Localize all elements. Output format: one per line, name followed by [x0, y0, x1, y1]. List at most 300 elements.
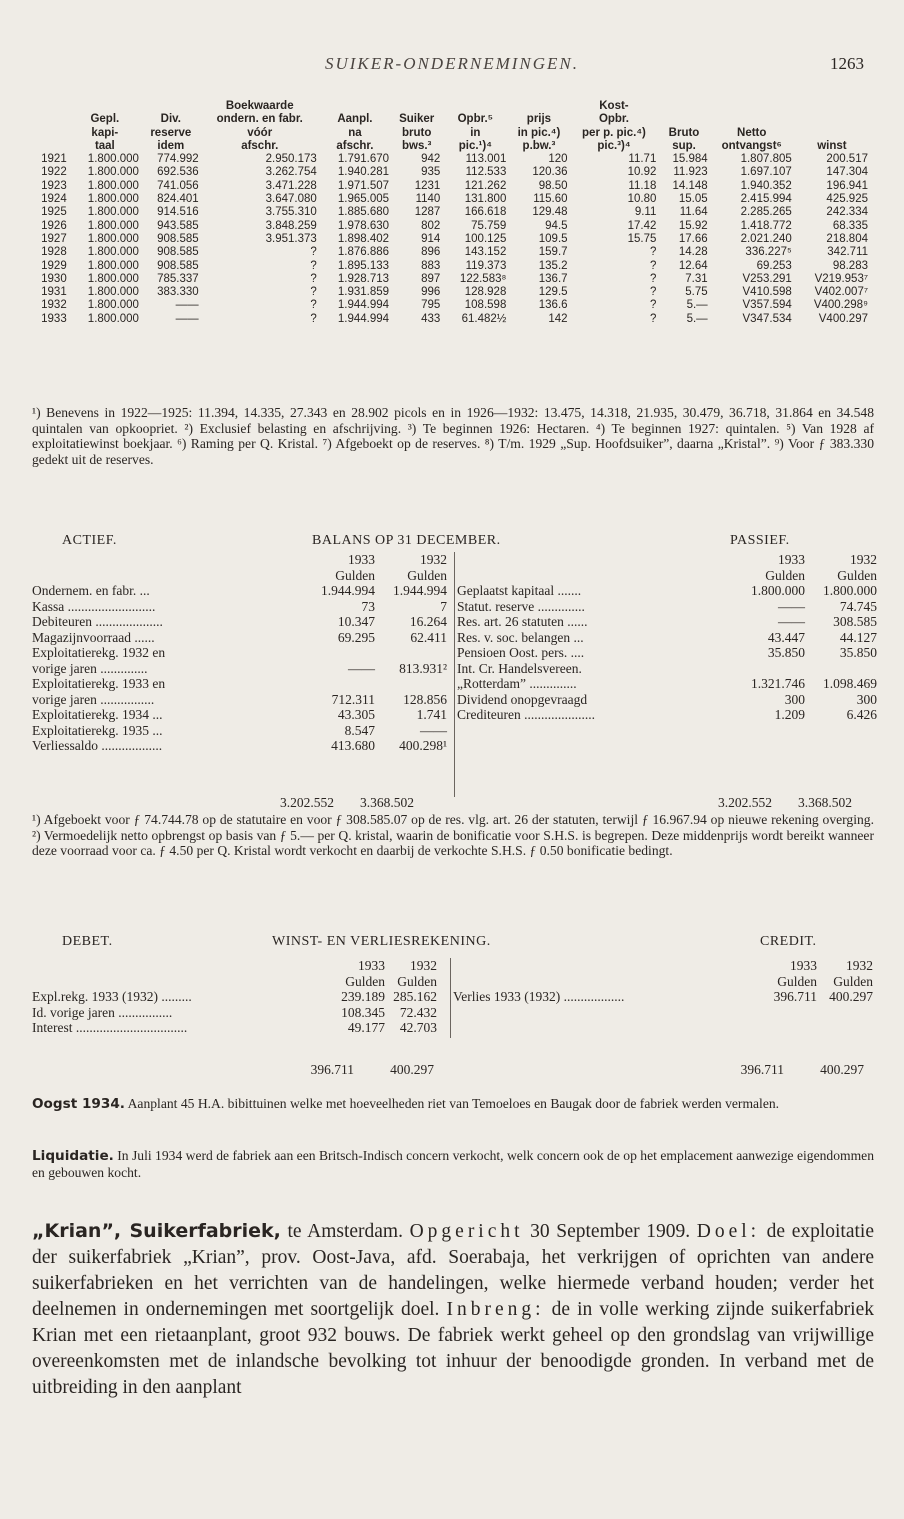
unit-header	[32, 568, 447, 584]
value-1933: 396.711	[773, 989, 817, 1004]
table-cell: 1231	[414, 179, 441, 192]
year-cell: 1932	[41, 299, 67, 312]
column-header: taal	[94, 139, 115, 152]
column-header	[710, 113, 794, 126]
table-cell: 120.36	[532, 166, 568, 179]
table-cell: ?	[310, 246, 317, 259]
column-header: in pic.⁴)	[517, 126, 561, 139]
table-cell: 115.60	[533, 193, 568, 206]
table-cell: ?	[310, 286, 317, 299]
column-header: winst	[817, 139, 847, 152]
doel-label: Doel:	[696, 1221, 761, 1242]
table-cell: 383.330	[157, 286, 199, 299]
table-row	[30, 166, 870, 179]
ledger-label: Magazijnvoorraad ......	[32, 629, 155, 645]
table-cell: 3.848.259	[265, 219, 317, 232]
ledger-row	[32, 599, 447, 615]
column-header: Aanpl.	[337, 113, 373, 126]
table-cell: 119.373	[465, 259, 507, 272]
table-cell: 68.335	[832, 219, 868, 232]
table-cell: 1.876.886	[337, 246, 390, 259]
table-cell: 2.950.173	[265, 153, 317, 166]
total-1932: 3.368.502	[798, 795, 852, 810]
total-1932: 3.368.502	[360, 795, 414, 810]
value-1932: 35.850	[839, 645, 877, 660]
year-cell: 1922	[41, 166, 67, 179]
value-1932: 308.585	[833, 614, 877, 629]
table-cell: 1.800.000	[87, 286, 139, 299]
unit-label: Gulden	[833, 973, 873, 989]
year-1932: 1932	[846, 958, 873, 973]
table-cell: V400.297	[818, 312, 868, 325]
year-cell: 1929	[41, 259, 67, 272]
actief-column	[32, 552, 447, 754]
table-cell: 135.2	[538, 259, 568, 272]
ledger-label: Exploitatierekg. 1932 en	[32, 645, 166, 660]
ledger-row	[457, 661, 877, 677]
column-header: Opbr.⁵	[457, 113, 494, 126]
value-1933: 1.944.994	[321, 583, 375, 598]
value-1933: 712.311	[331, 691, 375, 707]
table-cell: ——	[175, 299, 199, 312]
value-1933: 1.209	[774, 707, 805, 722]
column-header: ondern. en fabr.	[216, 113, 303, 126]
column-header	[30, 140, 69, 153]
header-row	[30, 100, 870, 113]
table-cell: 692.536	[157, 166, 199, 179]
credit-totals	[720, 1062, 864, 1078]
year-cell: 1924	[41, 193, 67, 206]
ledger-row	[32, 692, 447, 708]
table-cell: 1.800.000	[87, 166, 139, 179]
year-cell: 1933	[41, 312, 67, 325]
year-cell: 1927	[41, 232, 67, 245]
table-cell: 1.898.402	[337, 232, 390, 245]
ledger-row	[32, 676, 447, 692]
column-header: sup.	[672, 139, 696, 152]
ledger-row	[453, 989, 873, 1005]
table-cell: 113.001	[465, 153, 507, 166]
value-1932: 813.931²	[399, 660, 447, 676]
column-header: in	[470, 126, 481, 139]
table-cell: 2.415.994	[740, 193, 792, 206]
unit-label: Gulden	[407, 567, 447, 583]
value-1933: ——	[348, 660, 375, 676]
value-1932: 1.944.994	[393, 583, 447, 598]
ledger-label: Crediteuren .....................	[457, 707, 595, 722]
table-cell: 61.482½	[461, 312, 507, 325]
column-header	[141, 100, 201, 113]
table-cell: 433	[421, 312, 441, 325]
table-cell: 143.152	[464, 246, 507, 259]
table-cell: 3.471.228	[265, 179, 317, 192]
table-cell: 12.64	[678, 259, 708, 272]
unit-label: Gulden	[397, 973, 437, 989]
table-cell: ?	[649, 259, 657, 272]
column-header	[710, 100, 794, 113]
year-cell: 1923	[41, 179, 67, 192]
column-header: vóór	[247, 126, 273, 139]
table-cell: 98.50	[538, 179, 568, 192]
table-cell: 1.940.352	[740, 179, 792, 192]
table-cell: 242.334	[826, 206, 868, 219]
ledger-label: Ondernem. en fabr. ...	[32, 583, 150, 598]
opgericht-text: 30 September 1909.	[523, 1221, 697, 1242]
table-cell: 10.92	[627, 166, 657, 179]
table-cell: 2.021.240	[740, 232, 792, 245]
column-header: bruto	[401, 126, 432, 139]
total-1933: 3.202.552	[280, 795, 334, 810]
table-header	[30, 100, 870, 153]
table-cell: 109.5	[538, 232, 568, 245]
ledger-row	[32, 1020, 437, 1036]
unit-label: Gulden	[345, 973, 385, 989]
table-cell: ?	[649, 312, 657, 325]
ledger-label: Id. vorige jaren ................	[32, 1004, 173, 1020]
table-row	[30, 313, 870, 326]
table-cell: 10.80	[627, 193, 657, 206]
table-cell: 11.923	[673, 166, 708, 179]
value-1933	[303, 676, 375, 692]
table-cell: 147.304	[826, 166, 868, 179]
ledger-row	[457, 599, 877, 615]
column-header	[508, 100, 569, 113]
table-cell: ——	[175, 312, 199, 325]
table-cell: 100.125	[464, 232, 507, 245]
table-cell: 131.800	[464, 193, 507, 206]
table-cell: 14.28	[678, 246, 708, 259]
ledger-row	[32, 738, 447, 754]
column-header	[69, 100, 141, 113]
table-footnotes: ¹) Benevens in 1922—1925: 11.394, 14.335, 27.343 en 28.902 picols en in 1926—1932: 13.475, 14.318, 21.935, 30.479, 36.718, 31.864 en 34.548 quintalen van opkoopriet. ²) Exclusief belasting en afschrijving. ³) Te beginnen 1926: Hectaren. ⁴) Te beginnen 1927: quintalen. ⁵) Van 1928 af exploitatiewinst boekjaar. ⁶) Raming per Q. Kristal. ⁷) Afgeboekt op de reserves. ⁸) T/m. 1929 „Sup. Hoofdsuiker”, daarna „Kristal”. ⁹) Voor ƒ 383.330 gedekt uit de reserves.	[32, 405, 874, 467]
ledger-row	[457, 614, 877, 630]
inbreng-label: Inbreng:	[446, 1299, 545, 1320]
value-1933: 1.800.000	[751, 583, 805, 598]
table-cell: 94.5	[545, 219, 568, 232]
balans-footnotes: ¹) Afgeboekt voor ƒ 74.744.78 op de statutaire en voor ƒ 308.585.07 op de res. vlg. art. 26 der statuten, terwijl ƒ 16.967.94 op nieuwe rekening overging. ²) Vermoedelijk netto opbrengst op basis van ƒ 5.— per Q. kristal, waarin de bonificatie voor S.H.S. is begrepen. Deze middenprijs wordt bereikt wanneer deze voorraad voor ca. ƒ 4.50 per Q. Kristal wordt verkocht en daarbij de verkochte S.H.S. ƒ 0.50 bonificatie bedingt.	[32, 812, 874, 859]
column-header	[658, 113, 709, 126]
table-cell: V347.534	[742, 312, 792, 325]
value-1933: 10.347	[337, 614, 375, 629]
table-row	[30, 220, 870, 233]
value-1932: 7	[440, 598, 447, 614]
column-header: per p. pic.⁴)	[582, 126, 646, 139]
table-cell: 935	[421, 166, 441, 179]
table-cell: 996	[421, 286, 441, 299]
column-header: reserve	[150, 126, 192, 139]
year-1932: 1932	[420, 552, 447, 567]
table-cell: 1.791.670	[337, 153, 390, 166]
column-header: Boekwaarde	[225, 100, 294, 112]
table-row	[30, 180, 870, 193]
company-name: „Krian”, Suikerfabriek,	[32, 1220, 281, 1242]
ledger-label: „Rotterdam” ..............	[457, 676, 577, 691]
table-cell: 17.42	[627, 219, 657, 232]
table-cell: 166.618	[464, 206, 507, 219]
table-cell: 896	[421, 246, 441, 259]
table-cell: 741.056	[157, 179, 199, 192]
table-cell: 1.800.000	[87, 232, 139, 245]
table-cell: 9.11	[634, 206, 657, 219]
year-1932: 1932	[410, 958, 437, 973]
table-cell: 1.965.005	[337, 193, 390, 206]
table-cell: 75.759	[471, 219, 507, 232]
table-cell: 7.31	[685, 272, 708, 285]
table-cell: 1.697.107	[740, 166, 792, 179]
debet-label: DEBET.	[62, 934, 113, 949]
table-row	[30, 299, 870, 312]
actief-totals	[262, 795, 414, 811]
ledger-label: Verlies 1933 (1932) ..................	[453, 989, 625, 1004]
table-cell: 98.283	[832, 259, 868, 272]
table-row	[30, 206, 870, 219]
total-1933: 396.711	[310, 1062, 354, 1077]
column-header: Suiker	[399, 113, 435, 126]
page-number: 1263	[830, 54, 864, 73]
table-cell: 3.647.080	[265, 193, 317, 206]
value-1932	[375, 676, 447, 692]
table-cell: 1.931.859	[337, 286, 390, 299]
company-location: te Amsterdam.	[280, 1221, 410, 1242]
table-cell: 15.984	[672, 153, 708, 166]
ledger-label: Dividend onopgevraagd	[457, 691, 588, 707]
winst-title: WINST- EN VERLIESREKENING.	[272, 934, 491, 949]
table-cell: 159.7	[538, 246, 568, 259]
passief-column	[454, 552, 877, 797]
year-cell: 1930	[41, 272, 67, 285]
table-cell: 942	[421, 153, 441, 166]
year-1933: 1933	[358, 958, 385, 973]
krian-entry	[32, 1218, 874, 1401]
table-cell: V400.298⁹	[813, 299, 868, 312]
value-1932: 72.432	[399, 1004, 437, 1020]
table-cell: 1.895.133	[337, 259, 390, 272]
table-cell: 218.804	[826, 232, 868, 245]
value-1932: 1.741	[416, 707, 447, 722]
table-cell: 1.800.000	[87, 219, 139, 232]
table-cell: 342.711	[827, 246, 868, 259]
table-cell: 120	[548, 153, 568, 166]
table-row	[30, 286, 870, 299]
column-header	[658, 100, 709, 113]
table-row	[30, 193, 870, 206]
table-cell: 425.925	[826, 193, 868, 206]
unit-label: Gulden	[335, 567, 375, 583]
year-1933: 1933	[778, 552, 805, 567]
table-cell: 129.48	[532, 206, 568, 219]
ledger-label: Pensioen Oost. pers. ....	[457, 645, 585, 660]
column-header: prijs	[526, 113, 552, 126]
ledger-label: Int. Cr. Handelsvereen.	[457, 660, 582, 676]
ledger-row	[457, 707, 877, 723]
ledger-row	[457, 583, 877, 599]
value-1932	[805, 661, 877, 677]
value-1932: 42.703	[399, 1020, 437, 1035]
liquidatie-heading: Liquidatie.	[32, 1148, 114, 1164]
ledger-label: Geplaatst kapitaal .......	[457, 583, 582, 598]
ledger-row	[32, 661, 447, 677]
value-1932: 300	[856, 691, 877, 707]
table-cell: 1.418.772	[740, 219, 792, 232]
value-1932	[375, 645, 447, 661]
value-1933: 300	[784, 691, 805, 707]
table-cell: 1.800.000	[87, 259, 139, 272]
table-cell: 1.800.000	[87, 312, 139, 325]
column-header: afschr.	[241, 139, 279, 152]
value-1933	[303, 645, 375, 661]
table-cell: 1287	[414, 206, 441, 219]
credit-column	[450, 958, 873, 1038]
ledger-row	[32, 630, 447, 646]
liquidatie-text: In Juli 1934 werd de fabriek aan een Britsch-Indisch concern verkocht, welk concern ook de op het emplacement aanwezige eigendommen en gebouwen kocht.	[32, 1148, 874, 1180]
year-header	[457, 552, 877, 568]
table-cell: 11.18	[628, 179, 657, 192]
column-header: Netto	[737, 126, 767, 139]
column-header	[30, 127, 69, 140]
value-1933: 43.305	[337, 707, 375, 722]
table-cell: 1.800.000	[87, 299, 139, 312]
table-cell: 15.05	[678, 193, 708, 206]
table-cell: 136.7	[538, 272, 568, 285]
table-cell: 1.885.680	[337, 206, 390, 219]
column-header: Kost-	[599, 100, 629, 112]
table-cell: V219.953⁷	[814, 272, 868, 285]
header-row	[30, 140, 870, 153]
ledger-label: Kassa ..........................	[32, 598, 156, 614]
table-cell: 1.944.994	[337, 312, 390, 325]
table-cell: 15.92	[678, 219, 708, 232]
table-cell: 196.941	[826, 179, 868, 192]
value-1933: 49.177	[347, 1020, 385, 1035]
table-row	[30, 246, 870, 259]
column-header: bws.³	[401, 139, 432, 152]
value-1932: 44.127	[839, 629, 877, 645]
debet-column	[32, 958, 437, 1036]
ledger-label: vorige jaren ..............	[32, 660, 148, 676]
table-cell: 2.285.265	[740, 206, 792, 219]
year-cell: 1926	[41, 219, 67, 232]
oogst-text: Aanplant 45 H.A. bibittuinen welke met hoeveelheden riet van Temoeloes en Baugak door de fabriek werden vermalen.	[127, 1096, 780, 1111]
table-cell: 908.585	[157, 232, 199, 245]
value-1933: 73	[361, 598, 375, 614]
column-header	[30, 100, 69, 113]
ledger-row	[457, 645, 877, 661]
ledger-row	[457, 692, 877, 708]
table-row	[30, 273, 870, 286]
table-cell: 1.940.281	[337, 166, 390, 179]
ledger-label: Exploitatierekg. 1934 ...	[32, 707, 163, 722]
table-cell: 129.5	[538, 286, 568, 299]
total-1933: 396.711	[740, 1062, 784, 1077]
total-1933: 3.202.552	[718, 795, 772, 810]
liquidatie-paragraph	[32, 1148, 874, 1180]
ledger-row	[457, 676, 877, 692]
year-1933: 1933	[790, 958, 817, 973]
ledger-label: Expl.rekg. 1933 (1932) .........	[32, 989, 192, 1004]
table-cell: 774.992	[157, 153, 199, 166]
table-cell: 1.944.994	[337, 299, 390, 312]
column-header: Gepl.	[90, 113, 120, 126]
column-header: pic.¹)⁴	[458, 139, 492, 152]
table-cell: 1140	[415, 193, 441, 206]
table-row	[30, 233, 870, 246]
column-header: p.bw.³	[522, 139, 556, 152]
value-1933: 8.547	[344, 722, 375, 738]
ledger-label: Interest .................................	[32, 1020, 188, 1035]
column-header: Opbr.	[598, 113, 629, 126]
ledger-row	[32, 723, 447, 739]
column-header	[30, 113, 69, 126]
value-1933: 35.850	[767, 645, 805, 660]
table-cell: 943.585	[157, 219, 199, 232]
value-1933: 69.295	[337, 629, 375, 645]
ledger-row	[32, 583, 447, 599]
ledger-label: Statut. reserve ..............	[457, 598, 585, 614]
table-cell: 897	[421, 272, 441, 285]
opgericht-label: Opgericht	[409, 1221, 524, 1242]
year-cell: 1925	[41, 206, 67, 219]
value-1932: 128.856	[403, 691, 447, 707]
table-cell: 824.401	[157, 193, 199, 206]
table-body	[30, 153, 870, 326]
table-cell: 908.585	[157, 246, 199, 259]
table-cell: 1.800.000	[87, 193, 139, 206]
table-cell: 108.598	[464, 299, 507, 312]
table-cell: 5.75	[685, 286, 708, 299]
header-row	[30, 127, 870, 140]
balans-title: BALANS OP 31 DECEMBER.	[312, 533, 501, 548]
inbreng-text: de in volle werking zijnde suikerfabriek Krian met een rietaanplant, groot 932 bouws. De fabriek werkt geheel op den grondslag van vrijwillige overeenkomsten met de inlandsche bevolking tot inhuur der benoodigde gronden. In verband met de uitbreiding in den aanplant	[32, 1299, 874, 1398]
table-cell: 128.928	[464, 286, 507, 299]
table-cell: ?	[649, 299, 657, 312]
header-row	[30, 113, 870, 126]
ledger-row	[32, 1005, 437, 1021]
value-1932: ——	[420, 722, 447, 738]
column-header	[442, 100, 508, 113]
value-1932: 400.297	[829, 989, 873, 1004]
passief-label: PASSIEF.	[730, 533, 790, 548]
ledger-row	[32, 645, 447, 661]
value-1933: 1.321.746	[751, 676, 805, 691]
value-1933: ——	[778, 598, 805, 614]
table-cell: 3.951.373	[265, 232, 317, 245]
column-header: kapi-	[91, 126, 119, 139]
ledger-label: Verliessaldo ..................	[32, 738, 163, 753]
ledger-label: Debiteuren ....................	[32, 614, 163, 629]
table-cell: V410.598	[742, 286, 792, 299]
value-1932: 6.426	[846, 707, 877, 722]
column-header: idem	[157, 139, 185, 152]
table-cell: 15.75	[627, 232, 657, 245]
table-cell: 1.928.713	[337, 272, 390, 285]
ledger-label: Exploitatierekg. 1933 en	[32, 676, 166, 691]
table-cell: 142	[548, 312, 568, 325]
value-1933: ——	[778, 614, 805, 629]
table-cell: 122.583⁸	[459, 272, 507, 285]
column-header	[319, 100, 391, 113]
unit-label: Gulden	[765, 567, 805, 583]
table-cell: 1.971.507	[337, 179, 390, 192]
value-1932: 400.298¹	[399, 738, 447, 753]
ledger-label: Res. v. soc. belangen ...	[457, 629, 584, 645]
table-cell: 121.262	[464, 179, 507, 192]
table-cell: 914	[421, 232, 441, 245]
column-header: pic.³)⁴	[597, 139, 631, 152]
year-cell: 1931	[41, 286, 67, 299]
table-cell: 17.66	[678, 232, 708, 245]
ledger-label: Res. art. 26 statuten ......	[457, 614, 588, 629]
ledger-row	[457, 630, 877, 646]
